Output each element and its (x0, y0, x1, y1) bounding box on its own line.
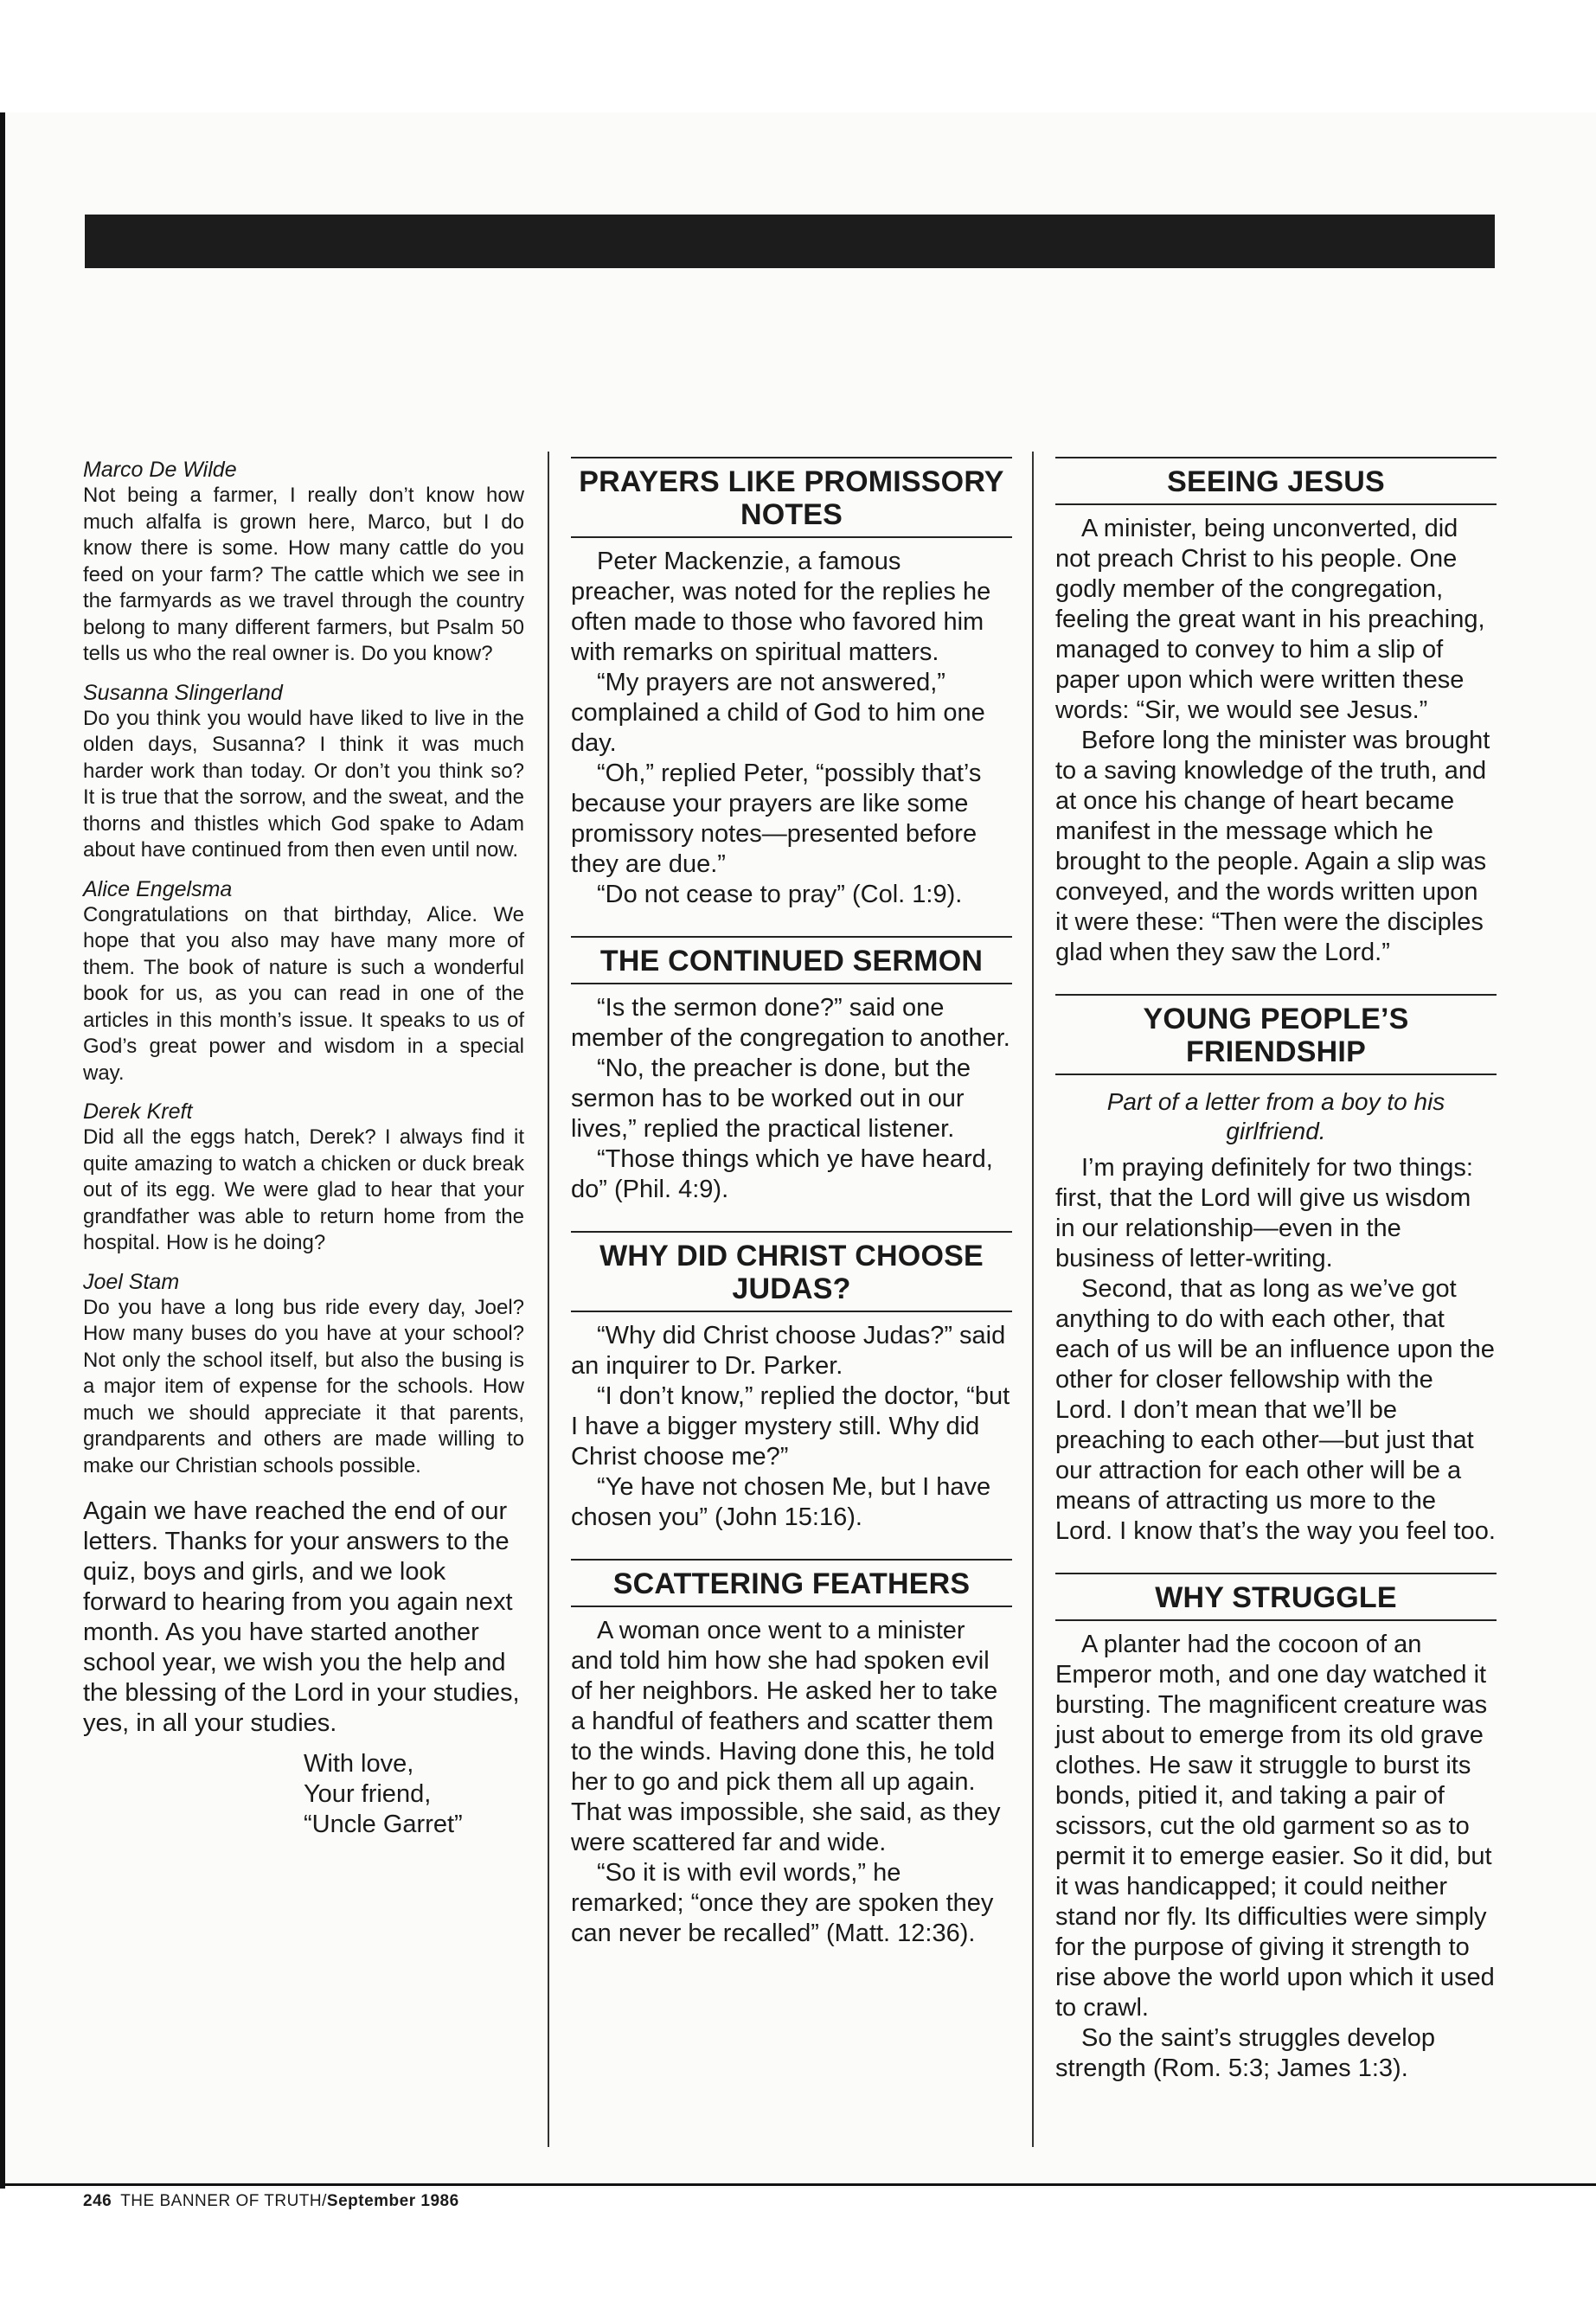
header-banner-bar (85, 215, 1495, 268)
letter-recipient-name: Alice Engelsma (83, 876, 233, 901)
page-footer (83, 2192, 459, 2211)
signoff (304, 1749, 524, 1840)
article-title: SCATTERING FEATHERS (612, 1567, 971, 1600)
article (1055, 1573, 1497, 2084)
article (1055, 457, 1497, 968)
article (1055, 994, 1497, 1547)
signoff-line: “Uncle Garret” (304, 1811, 463, 1838)
article-paragraph: “Why did Christ choose Judas?” said an inquirer to Dr. Parker. (571, 1322, 1006, 1380)
article-paragraph: A planter had the cocoon of an Emperor moth, and one day watched it bursting. The magnificent creature was just about to emerge from its old grave clothes. He saw it struggle to burst its bonds, pitied it, and taking a pair of scissors, cut the old garment so as to permit it to emerge easier. So it did, but it was handicapped; it could neither stand nor fly. Its difficulties were simply for the purpose of giving it strength to rise above the world upon which it used to crawl. (1055, 1631, 1495, 2022)
article-paragraph: Peter Mackenzie, a famous preacher, was noted for the replies he often made to those who favored him with remarks on spiritual matters. (571, 548, 991, 666)
article-paragraph: “Ye have not chosen Me, but I have chosen you” (John 15:16). (571, 1473, 991, 1531)
article (571, 1559, 1012, 1949)
article-title: YOUNG PEOPLE’S FRIENDSHIP (1143, 1003, 1409, 1068)
article-paragraph: “Is the sermon done?” said one member of the congregation to another. (571, 994, 1010, 1052)
column-divider (548, 452, 549, 2147)
article-paragraph: “I don’t know,” replied the doctor, “but I have a bigger mystery still. Why did Christ choose me?” (571, 1382, 1010, 1471)
signoff-line: Your friend, (304, 1780, 432, 1808)
article-paragraph: “Do not cease to pray” (Col. 1:9). (597, 881, 963, 908)
letter-reply-text: Do you have a long bus ride every day, Joel? How many buses do you have at your school? Not only the school itself, but also the busing is a major item of expense for the schools. How much we should appreciate it that parents, grandparents and others are made willing to make our Christian schools possible. (83, 1295, 524, 1477)
letter-reply (83, 1099, 524, 1257)
article-paragraph: Before long the minister was brought to a saving knowledge of the truth, and at once his change of heart became manifest in the message which he brought to the people. Again a slip was conveyed, and the words written upon it were these: “Then were the disciples glad when they saw the Lord.” (1055, 727, 1490, 966)
letter-reply-text: Congratulations on that birthday, Alice. We hope that you also may have many more of them. The book of nature is such a wonderful book for us, as you can read in one of the articles in this month’s issue. It speaks to us of God’s great power and wisdom in a special way. (83, 902, 524, 1085)
column-divider (1032, 452, 1034, 2147)
article-paragraph: Second, that as long as we’ve got anything to do with each other, that each of us will be an influence upon the other for closer fellowship with the Lord. I don’t mean that we’ll be preaching to each other—but just that our attraction for each other will be a means of attracting us more to the Lord. I know that’s the way you feel too. (1055, 1275, 1496, 1545)
middle-articles-column (571, 457, 1012, 1975)
page-left-edge (0, 112, 5, 2189)
article-paragraph: A minister, being unconverted, did not preach Christ to his people. One godly member of the congregation, feeling the great want in his preaching, managed to convey to him a slip of paper upon which were written these words: “Sir, we would see Jesus.” (1055, 515, 1485, 724)
article-title: THE CONTINUED SERMON (599, 945, 984, 977)
letter-reply (83, 1269, 524, 1480)
letter-reply (83, 457, 524, 668)
letter-reply-text: Not being a farmer, I really don’t know how much alfalfa is grown here, Marco, but I do know there is some. How many cattle do you feed on your farm? The cattle which we see in the farmyards as we travel through the country belong to many different farmers, but Psalm 50 tells us who the real owner is. Do you know? (83, 484, 524, 665)
article (571, 936, 1012, 1205)
article-title: WHY STRUGGLE (1155, 1581, 1397, 1614)
article (571, 1231, 1012, 1533)
article-paragraph: A woman once went to a minister and told him how she had spoken evil of her neighbors. He asked her to take a handful of feathers and scatter them to the winds. Having done this, he told her to go and pick them all up again. That was impossible, she said, as they were scattered far and wide. (571, 1617, 1001, 1856)
article-paragraph: I’m praying definitely for two things: first, that the Lord will give us wisdom in our relationship—even in the business of letter-writing. (1055, 1154, 1473, 1272)
article-paragraph: “Those things which ye have heard, do” (Phil. 4:9). (571, 1145, 993, 1203)
letter-recipient-name: Joel Stam (83, 1269, 180, 1294)
page-top-margin (0, 0, 1596, 112)
letter-recipient-name: Marco De Wilde (83, 458, 237, 482)
right-articles-column (1055, 457, 1497, 2110)
letter-reply-text: Did all the eggs hatch, Derek? I always find it quite amazing to watch a chicken or duck break out of its egg. We were glad to hear that your grandfather was able to return home from the hospital. How is he doing? (83, 1125, 524, 1254)
letter-reply-text: Do you think you would have liked to live in the olden days, Susanna? I think it was much harder work than today. Or don’t you think so? It is true that the sorrow, and the sweat, and the thorns and thistles which God spake to Adam about have continued from then even until now. (83, 706, 524, 862)
letter-recipient-name: Susanna Slingerland (83, 680, 283, 705)
article-paragraph: “Oh,” replied Peter, “possibly that’s because your prayers are like some promissory notes—presented before they are due.” (571, 760, 982, 878)
letter-recipient-name: Derek Kreft (83, 1099, 193, 1124)
article-paragraph: “My prayers are not answered,” complained a child of God to him one day. (571, 669, 985, 757)
letter-reply (83, 876, 524, 1087)
article-paragraph: So the saint’s struggles develop strength (Rom. 5:3; James 1:3). (1055, 2024, 1435, 2082)
page-number: 246 (83, 2192, 112, 2210)
closing-paragraph: Again we have reached the end of our letters. Thanks for your answers to the quiz, boys and girls, and we look forward to hearing from you again next month. As you have started another school year, we wish you the help and the blessing of the Lord in your studies, yes, in all your studies. (83, 1497, 520, 1737)
article (571, 457, 1012, 910)
article-paragraph: “No, the preacher is done, but the sermon has to be worked out in our lives,” replied the practical listener. (571, 1054, 971, 1143)
letters-column (83, 457, 524, 1840)
article-title: PRAYERS LIKE PROMISSORY NOTES (579, 465, 1004, 531)
letter-reply (83, 680, 524, 864)
article-paragraph: “So it is with evil words,” he remarked; “once they are spoken they can never be recalled” (Matt. 12:36). (571, 1859, 994, 1947)
signoff-line: With love, (304, 1750, 414, 1778)
article-title: WHY DID CHRIST CHOOSE JUDAS? (599, 1240, 984, 1305)
page-bottom-edge (0, 2183, 1596, 2186)
article-subtitle: Part of a letter from a boy to his girlfriend. (1106, 1088, 1445, 1144)
article-title: SEEING JESUS (1167, 465, 1385, 498)
publication-name: THE BANNER OF TRUTH/ (120, 2192, 327, 2210)
issue-date: September 1986 (326, 2192, 459, 2210)
